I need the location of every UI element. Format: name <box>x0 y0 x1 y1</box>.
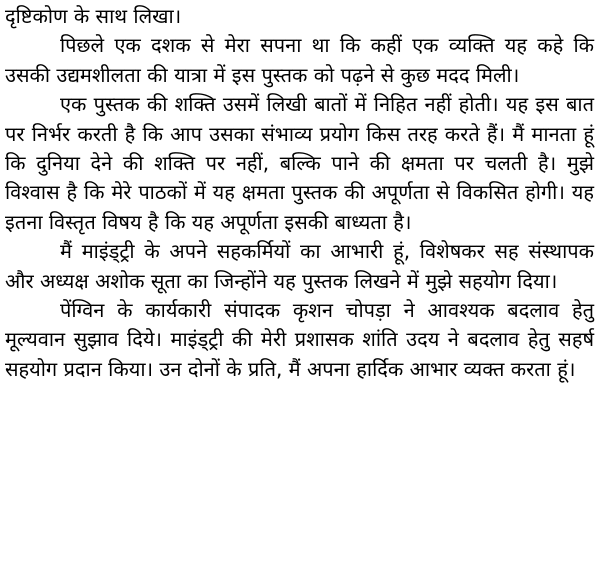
paragraph-continuation: दृष्टिकोण के साथ लिखा। <box>5 4 182 28</box>
paragraph-thanks-colleagues: मैं माइंड्ट्री के अपने सहकर्मियों का आभारी हूं, विशेषकर सह संस्थापक और अध्यक्ष अशोक सूता का जिन्होंने यह पुस्तक लिखने में मुझे सहयोग दिया। <box>5 239 594 293</box>
paragraph-thanks-editor: पेंग्विन के कार्यकारी संपादक कृशन चोपड़ा ने आवश्यक बदलाव हेतु मूल्यवान सुझाव दिये। माइंड्ट्री की मेरी प्रशासक शांति उदय ने बदलाव हेतु सहर्ष सहयोग प्रदान किया। उन दोनों के प्रति, मैं अपना हार्दिक आभार व्यक्त करता हूं। <box>5 298 594 381</box>
paragraph-book-power: एक पुस्तक की शक्ति उसमें लिखी बातों में निहित नहीं होती। यह इस बात पर निर्भर करती है कि आप उसका संभाव्य प्रयोग किस तरह करते हैं। मैं मानता हूं कि दुनिया देने की शक्ति पर नहीं, बल्कि पाने की क्षमता पर चलती है। मुझे विश्वास है कि मेरे पाठकों में यह क्षमता पुस्तक की अपूर्णता से विकसित होगी। यह इतना विस्तृत विषय है कि यह अपूर्णता इसकी बाध्यता है। <box>5 92 594 234</box>
paragraph-dream: पिछले एक दशक से मेरा सपना था कि कहीं एक व्यक्ति यह कहे कि उसकी उद्यमशीलता की यात्रा में इस पुस्तक को पढ़ने से कुछ मदद मिली। <box>5 33 594 87</box>
